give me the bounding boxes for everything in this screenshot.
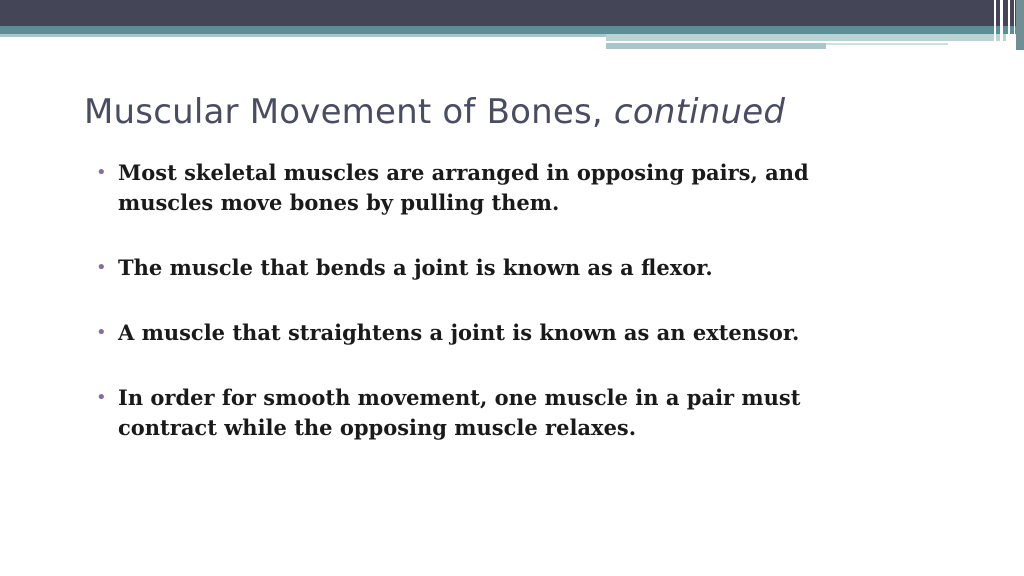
header-band-dark (0, 0, 1024, 26)
bullet-text: The muscle that bends a joint is known as a flexor. (118, 255, 713, 280)
header-band-teal (0, 26, 1024, 34)
bullet-text: Most skeletal muscles are arranged in opposing pairs, and muscles move bones by pulling them. (118, 160, 809, 215)
slide-title-main: Muscular Movement of Bones, (84, 92, 603, 132)
header-stripe (994, 0, 996, 50)
bullet-list (96, 158, 896, 478)
bullet-item (96, 383, 896, 443)
header-band-light (0, 34, 606, 37)
bullet-item (96, 158, 896, 218)
header-band-right (606, 34, 1006, 41)
bullet-dot: • (96, 257, 107, 278)
header-edge-shade (1016, 0, 1024, 50)
slide-title (84, 92, 785, 132)
slide-title-suffix: continued (613, 92, 786, 132)
bullet-dot: • (96, 322, 107, 343)
bullet-item (96, 318, 896, 348)
header-stripe (1000, 0, 1003, 50)
bullet-text: In order for smooth movement, one muscle in a pair must contract while the opposing muscle relaxes. (118, 385, 801, 440)
header-band-right-thin (826, 43, 948, 45)
bullet-item (96, 253, 896, 283)
bullet-dot: • (96, 162, 107, 183)
bullet-text: A muscle that straightens a joint is known as an extensor. (118, 320, 800, 345)
header-band-right-lower (606, 43, 826, 49)
bullet-dot: • (96, 387, 107, 408)
header-stripe (1014, 0, 1015, 50)
header-stripe (1008, 0, 1010, 50)
